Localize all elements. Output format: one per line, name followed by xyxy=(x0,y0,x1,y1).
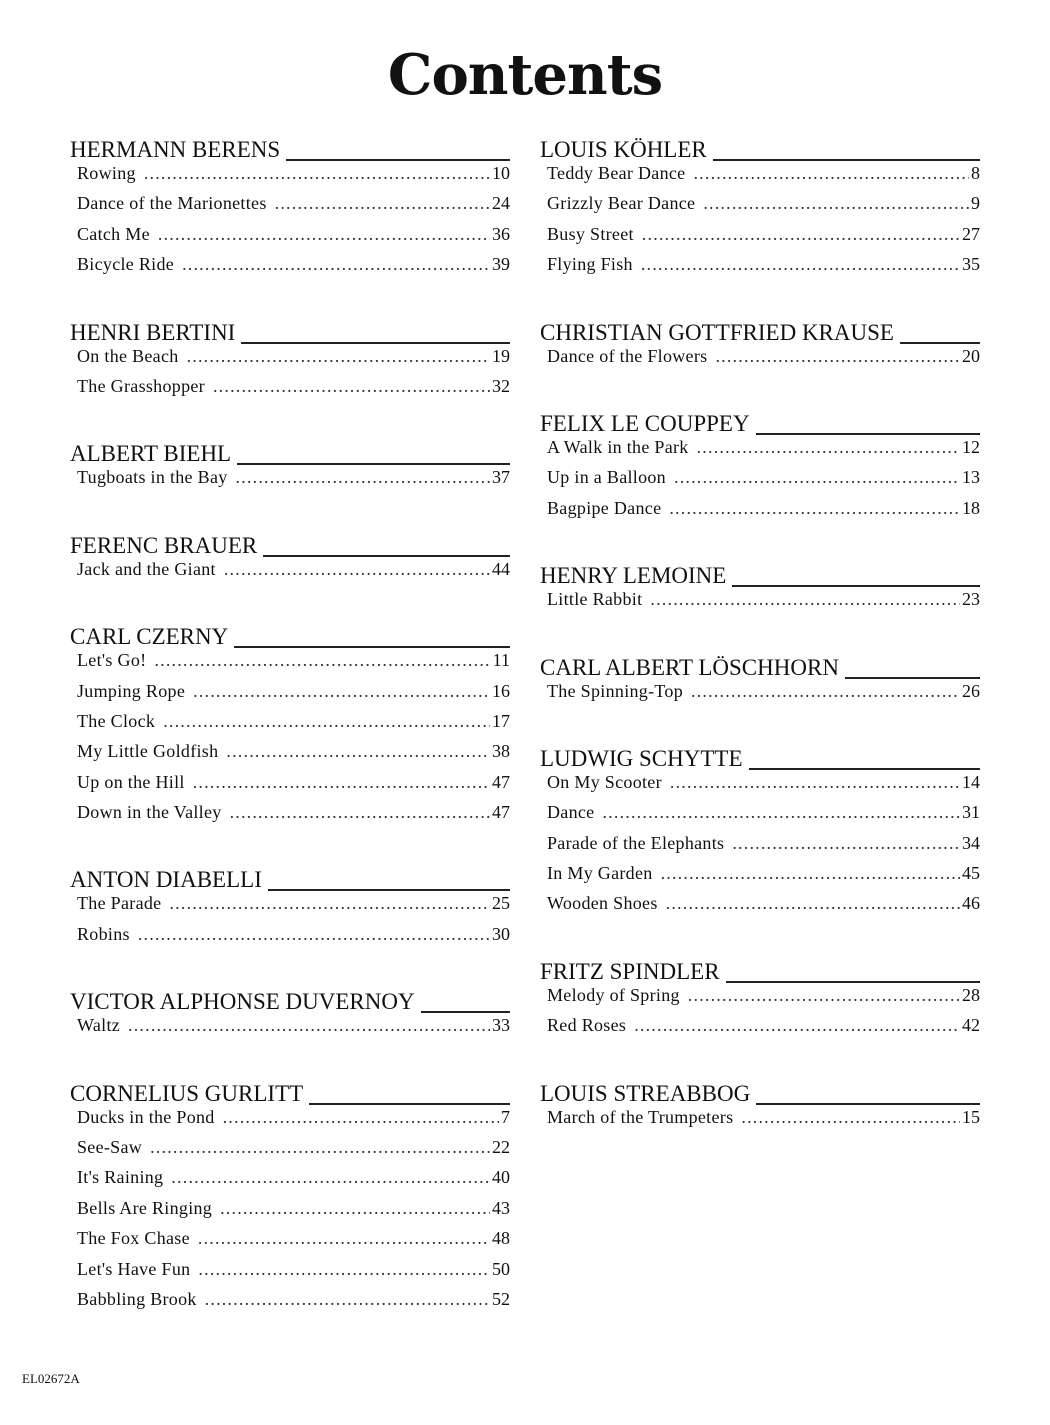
piece-title: Bicycle Ride xyxy=(77,254,175,275)
piece-title: Melody of Spring xyxy=(547,984,680,1005)
contents-entry[interactable] xyxy=(540,1015,980,1045)
dot-leader xyxy=(128,1015,490,1036)
composer-name: HERMANN BERENS xyxy=(70,137,281,162)
contents-column-left xyxy=(70,133,510,1350)
composer-section xyxy=(540,316,980,376)
contents-entry[interactable] xyxy=(70,559,510,589)
composer-heading xyxy=(540,1077,980,1107)
dot-leader xyxy=(171,1167,490,1188)
page-number: 39 xyxy=(492,254,510,275)
heading-rule xyxy=(900,342,980,344)
composer-heading xyxy=(70,133,510,163)
contents-entry[interactable] xyxy=(540,467,980,497)
page-number: 35 xyxy=(962,254,980,275)
composer-section xyxy=(540,742,980,924)
composer-name: LOUIS KÖHLER xyxy=(540,137,707,162)
dot-leader xyxy=(220,1198,490,1219)
composer-name: FRITZ SPINDLER xyxy=(540,958,720,984)
composer-name: ALBERT BIEHL xyxy=(70,441,232,467)
composer-section xyxy=(540,1077,980,1137)
composer-name: CORNELIUS GURLITT xyxy=(70,1080,304,1106)
contents-entry[interactable] xyxy=(540,346,980,376)
piece-title: Rowing xyxy=(77,163,136,183)
dot-leader xyxy=(602,802,960,823)
contents-entry[interactable] xyxy=(70,346,510,376)
piece-title: Robins xyxy=(77,923,130,944)
page-number: 36 xyxy=(492,223,510,244)
composer-heading xyxy=(540,742,980,772)
page-number: 18 xyxy=(962,497,980,518)
composer-name: LOUIS STREABBOG xyxy=(540,1080,751,1106)
page-number: 40 xyxy=(492,1167,510,1188)
piece-title: Dance xyxy=(547,802,595,823)
heading-rule xyxy=(263,555,510,557)
composer-section xyxy=(540,407,980,528)
composer-name: HENRI BERTINI xyxy=(70,319,236,345)
contents-entry[interactable] xyxy=(70,711,510,741)
page-number: 23 xyxy=(962,589,980,610)
composer-name: CARL ALBERT LÖSCHHORN xyxy=(540,654,839,680)
composer-heading xyxy=(540,133,980,163)
dot-leader xyxy=(193,772,490,793)
piece-title: Flying Fish xyxy=(547,254,633,275)
dot-leader xyxy=(669,498,960,519)
piece-title: Bells Are Ringing xyxy=(77,1197,213,1218)
contents-entry[interactable] xyxy=(540,193,980,223)
contents-entry[interactable] xyxy=(540,863,980,893)
page-number: 48 xyxy=(492,1228,510,1249)
contents-entry[interactable] xyxy=(70,772,510,802)
composer-name: VICTOR ALPHONSE DUVERNOY xyxy=(70,989,415,1015)
contents-entry[interactable] xyxy=(540,224,980,254)
page-number: 38 xyxy=(492,741,510,762)
page-number: 14 xyxy=(962,771,980,792)
piece-title: Let's Go! xyxy=(77,650,147,671)
page-number: 10 xyxy=(492,163,510,183)
dot-leader xyxy=(732,833,960,854)
heading-rule xyxy=(756,1103,980,1105)
dot-leader xyxy=(275,193,490,214)
piece-title: Up in a Balloon xyxy=(547,467,666,488)
piece-title: Jumping Rope xyxy=(77,680,186,701)
heading-rule xyxy=(237,463,510,465)
page-number: 42 xyxy=(962,1015,980,1036)
contents-entry[interactable] xyxy=(70,1259,510,1289)
page-number: 24 xyxy=(492,193,510,214)
dot-leader xyxy=(697,437,960,458)
heading-rule xyxy=(726,981,980,983)
dot-leader xyxy=(666,893,960,914)
composer-section xyxy=(70,620,510,832)
piece-title: Let's Have Fun xyxy=(77,1258,191,1279)
contents-entry[interactable] xyxy=(540,772,980,802)
composer-heading xyxy=(70,529,510,559)
contents-entry[interactable] xyxy=(70,1015,510,1045)
composer-heading xyxy=(540,559,980,589)
composer-section xyxy=(70,529,510,589)
contents-entry[interactable] xyxy=(70,802,510,832)
contents-entry[interactable] xyxy=(70,1107,510,1137)
page-number: 47 xyxy=(492,771,510,792)
dot-leader xyxy=(150,1137,490,1158)
contents-entry[interactable] xyxy=(70,467,510,497)
page-number: 34 xyxy=(962,832,980,853)
composer-name: ANTON DIABELLI xyxy=(70,867,262,893)
contents-entry[interactable] xyxy=(70,1198,510,1228)
page-number: 44 xyxy=(492,558,510,579)
page-number: 47 xyxy=(492,802,510,823)
composer-section xyxy=(540,955,980,1046)
contents-entry[interactable] xyxy=(70,224,510,254)
page-number: 27 xyxy=(962,223,980,244)
page-number: 28 xyxy=(962,984,980,1005)
piece-title: The Grasshopper xyxy=(77,375,205,396)
contents-entry[interactable] xyxy=(540,498,980,528)
dot-leader xyxy=(158,224,490,245)
dot-leader xyxy=(187,346,490,367)
composer-heading xyxy=(70,437,510,467)
dot-leader xyxy=(693,163,969,184)
page-number: 45 xyxy=(962,863,980,884)
piece-title: Catch Me xyxy=(77,223,150,244)
composer-name: CHRISTIAN GOTTFRIED KRAUSE xyxy=(540,319,894,345)
contents-entry[interactable] xyxy=(70,254,510,284)
dot-leader xyxy=(230,802,490,823)
contents-entry[interactable] xyxy=(70,1228,510,1258)
heading-rule xyxy=(286,159,510,161)
dot-leader xyxy=(670,772,960,793)
dot-leader xyxy=(138,924,490,945)
dot-leader xyxy=(213,376,490,397)
composer-heading xyxy=(540,407,980,437)
piece-title: Wooden Shoes xyxy=(547,893,658,914)
page-number: 43 xyxy=(492,1197,510,1218)
composer-heading xyxy=(70,620,510,650)
page-title: Contents xyxy=(387,42,663,108)
piece-title: Red Roses xyxy=(547,1015,627,1036)
composer-heading xyxy=(540,651,980,681)
contents-entry[interactable] xyxy=(70,193,510,223)
heading-rule xyxy=(756,433,980,435)
page-number: 7 xyxy=(501,1106,510,1127)
piece-title: The Parade xyxy=(77,893,162,914)
page-number: 22 xyxy=(492,1137,510,1158)
contents-entry[interactable] xyxy=(540,833,980,863)
dot-leader xyxy=(182,254,490,275)
page-number: 12 xyxy=(962,436,980,457)
composer-heading xyxy=(540,955,980,985)
contents-entry[interactable] xyxy=(70,681,510,711)
dot-leader xyxy=(691,681,960,702)
piece-title: Little Rabbit xyxy=(547,589,643,610)
dot-leader xyxy=(163,711,490,732)
page-number: 20 xyxy=(962,345,980,366)
contents-column-right xyxy=(540,133,980,1168)
page-number: 32 xyxy=(492,375,510,396)
composer-section xyxy=(70,133,510,285)
contents-entry[interactable] xyxy=(70,893,510,923)
composer-section xyxy=(70,863,510,954)
piece-title: Bagpipe Dance xyxy=(547,497,662,518)
dot-leader xyxy=(169,893,490,914)
contents-entry[interactable] xyxy=(70,1167,510,1197)
page-number: 8 xyxy=(971,163,980,183)
contents-entry[interactable] xyxy=(540,985,980,1015)
page-number: 31 xyxy=(962,802,980,823)
contents-entry[interactable] xyxy=(540,589,980,619)
composer-name: CARL CZERNY xyxy=(70,624,229,650)
contents-entry[interactable] xyxy=(70,1137,510,1167)
piece-title: Ducks in the Pond xyxy=(77,1106,215,1127)
piece-title: Grizzly Bear Dance xyxy=(547,193,696,214)
dot-leader xyxy=(224,559,490,580)
dot-leader xyxy=(198,1228,490,1249)
contents-entry[interactable] xyxy=(540,254,980,284)
composer-section xyxy=(540,651,980,711)
page-number: 9 xyxy=(971,193,980,214)
composer-section xyxy=(70,437,510,497)
heading-rule xyxy=(309,1103,510,1105)
heading-rule xyxy=(845,677,980,679)
dot-leader xyxy=(715,346,960,367)
dot-leader xyxy=(198,1259,490,1280)
composer-section xyxy=(70,316,510,407)
contents-entry[interactable] xyxy=(540,437,980,467)
page-number: 25 xyxy=(492,893,510,914)
piece-title: Waltz xyxy=(77,1015,121,1036)
composer-heading xyxy=(70,985,510,1015)
piece-title: Tugboats in the Bay xyxy=(77,467,228,488)
piece-title: A Walk in the Park xyxy=(547,436,689,457)
page-number: 17 xyxy=(492,710,510,731)
piece-title: See-Saw xyxy=(77,1137,143,1158)
dot-leader xyxy=(703,193,969,214)
piece-title: Busy Street xyxy=(547,223,634,244)
page-number: 46 xyxy=(962,893,980,914)
contents-entry[interactable] xyxy=(70,376,510,406)
contents-entry[interactable] xyxy=(70,1289,510,1319)
composer-name: HENRY LEMOINE xyxy=(540,563,727,589)
piece-title: The Spinning-Top xyxy=(547,680,684,701)
piece-title: My Little Goldfish xyxy=(77,741,219,762)
page-number: 13 xyxy=(962,467,980,488)
page-number: 30 xyxy=(492,923,510,944)
page-number: 19 xyxy=(492,345,510,366)
composer-section xyxy=(70,1077,510,1320)
page-number: 37 xyxy=(492,467,510,488)
contents-entry[interactable] xyxy=(540,802,980,832)
composer-name: FERENC BRAUER xyxy=(70,532,258,558)
composer-section xyxy=(540,133,980,285)
piece-title: March of the Trumpeters xyxy=(547,1106,734,1127)
dot-leader xyxy=(205,1289,490,1310)
piece-title: Babbling Brook xyxy=(77,1288,197,1309)
catalog-number: EL02672A xyxy=(22,1371,80,1386)
composer-heading xyxy=(70,316,510,346)
contents-entry[interactable] xyxy=(70,650,510,680)
piece-title: The Fox Chase xyxy=(77,1228,190,1249)
contents-entry[interactable] xyxy=(540,1107,980,1137)
composer-section xyxy=(540,559,980,619)
dot-leader xyxy=(193,681,490,702)
page-number: 50 xyxy=(492,1258,510,1279)
heading-rule xyxy=(749,768,981,770)
piece-title: Up on the Hill xyxy=(77,771,185,792)
contents-entry[interactable] xyxy=(70,163,510,193)
dot-leader xyxy=(650,589,960,610)
piece-title: Parade of the Elephants xyxy=(547,832,725,853)
composer-heading xyxy=(70,1077,510,1107)
piece-title: Jack and the Giant xyxy=(77,558,216,579)
dot-leader xyxy=(661,863,960,884)
piece-title: It's Raining xyxy=(77,1167,164,1188)
contents-entry[interactable] xyxy=(70,741,510,771)
heading-rule xyxy=(268,889,510,891)
composer-name: FELIX LE COUPPEY xyxy=(540,410,750,436)
dot-leader xyxy=(236,467,490,488)
page-number: 52 xyxy=(492,1288,510,1309)
dot-leader xyxy=(642,224,960,245)
dot-leader xyxy=(641,254,960,275)
dot-leader xyxy=(226,741,490,762)
page-number: 15 xyxy=(962,1106,980,1127)
heading-rule xyxy=(732,585,980,587)
heading-rule xyxy=(241,342,510,344)
contents-entry[interactable] xyxy=(70,924,510,954)
piece-title: Dance of the Marionettes xyxy=(77,193,267,214)
piece-title: The Clock xyxy=(77,710,156,731)
page-number: 11 xyxy=(492,650,510,671)
piece-title: Down in the Valley xyxy=(77,802,222,823)
composer-name: LUDWIG SCHYTTE xyxy=(540,745,743,771)
page-number: 33 xyxy=(492,1015,510,1036)
page-number: 16 xyxy=(492,680,510,701)
page-number: 26 xyxy=(962,680,980,701)
heading-rule xyxy=(234,646,510,648)
dot-leader xyxy=(741,1107,960,1128)
dot-leader xyxy=(223,1107,499,1128)
piece-title: On the Beach xyxy=(77,345,179,366)
composer-section xyxy=(70,985,510,1045)
composer-heading xyxy=(70,863,510,893)
piece-title: On My Scooter xyxy=(547,771,662,792)
dot-leader xyxy=(634,1015,960,1036)
heading-rule xyxy=(713,159,980,161)
heading-rule xyxy=(421,1011,510,1013)
dot-leader xyxy=(154,650,490,671)
composer-heading xyxy=(540,316,980,346)
piece-title: Teddy Bear Dance xyxy=(547,163,686,183)
contents-entry[interactable] xyxy=(540,893,980,923)
dot-leader xyxy=(674,467,960,488)
contents-entry[interactable] xyxy=(540,681,980,711)
contents-entry[interactable] xyxy=(540,163,980,193)
dot-leader xyxy=(144,163,490,184)
piece-title: Dance of the Flowers xyxy=(547,345,708,366)
piece-title: In My Garden xyxy=(547,863,653,884)
dot-leader xyxy=(688,985,960,1006)
